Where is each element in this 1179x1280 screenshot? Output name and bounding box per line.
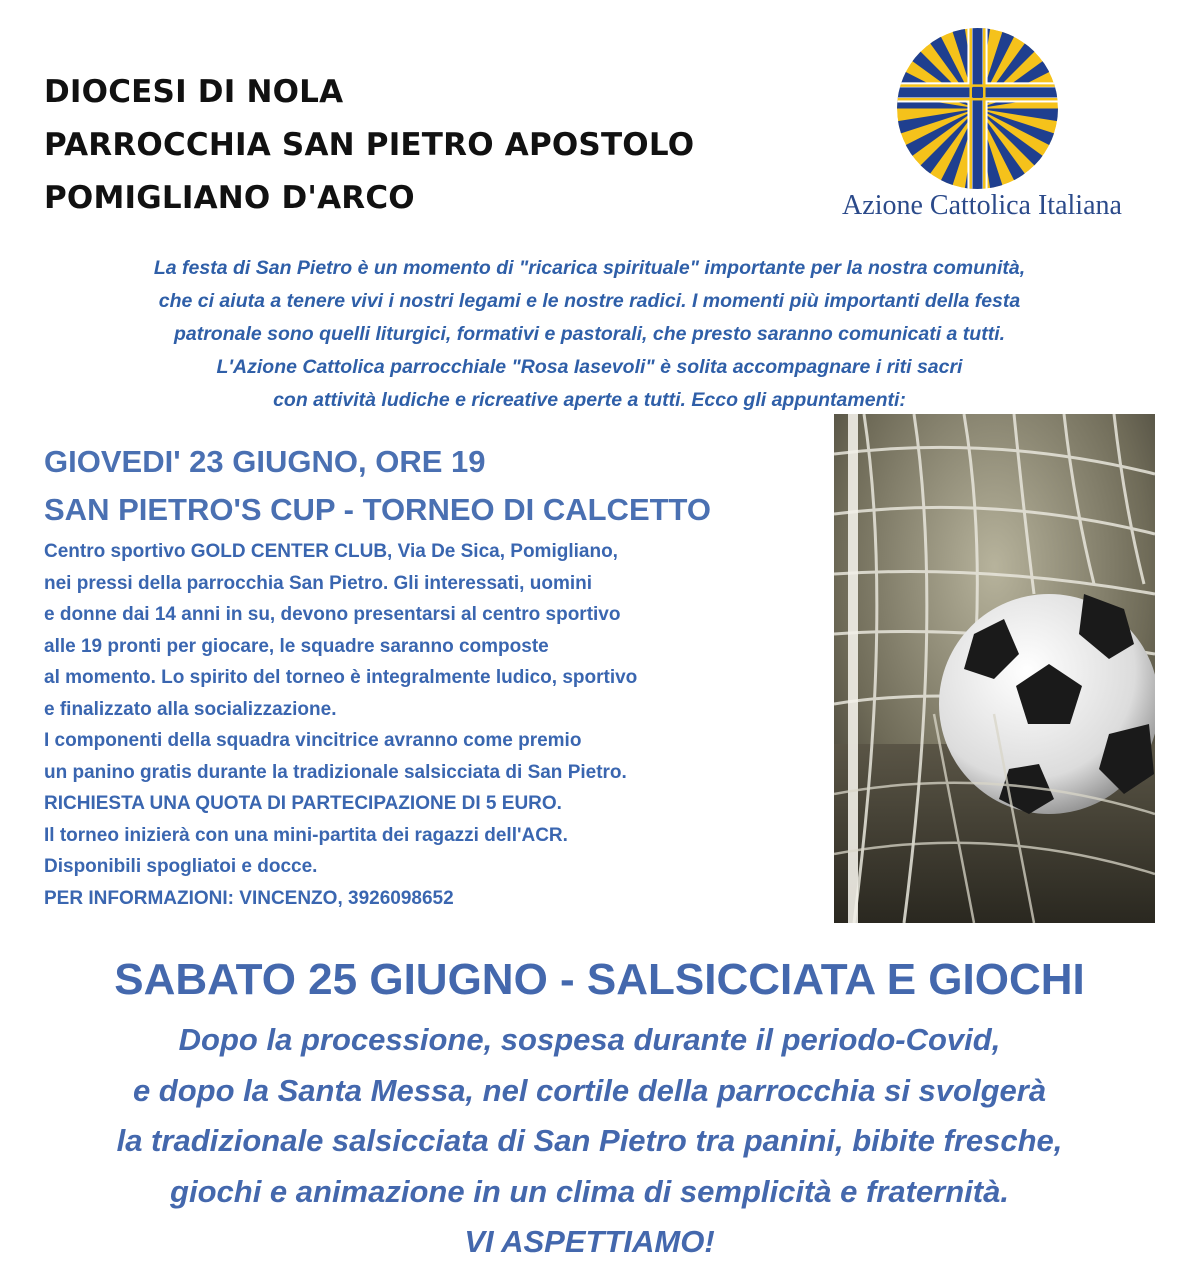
description-line: PER INFORMAZIONI: VINCENZO, 3926098652	[44, 887, 454, 909]
parish-title: PARROCCHIA SAN PIETRO APOSTOLO	[44, 127, 695, 163]
intro-line: patronale sono quelli liturgici, formativi e pastorali, che presto saranno comunicati a tutti.	[173, 323, 1006, 345]
description-line: e dopo la Santa Messa, nel cortile della parrocchia si svolgerà	[132, 1072, 1047, 1108]
description-line: Centro sportivo GOLD CENTER CLUB, Via De Sica, Pomigliano,	[44, 541, 618, 562]
intro-line: che ci aiuta a tenere vivi i nostri legami e le nostre radici. I momenti più importanti della festa	[158, 290, 1021, 312]
town-title: POMIGLIANO D'ARCO	[44, 180, 415, 216]
intro-line: con attività ludiche e ricreative aperte a tutti. Ecco gli appuntamenti:	[273, 389, 906, 411]
description-line: Dopo la processione, sospesa durante il periodo-Covid,	[178, 1022, 1001, 1057]
description-line: e donne dai 14 anni in su, devono presentarsi al centro sportivo	[44, 604, 621, 625]
cross-sunburst-logo-icon	[895, 26, 1060, 191]
closing-line: VI ASPETTIAMO!	[464, 1224, 715, 1259]
description-line: alle 19 pronti per giocare, le squadre saranno composte	[44, 635, 549, 657]
event-barbecue-description	[10, 1015, 1169, 1268]
event-tournament	[44, 440, 711, 914]
event-description	[44, 536, 711, 914]
description-line: nei pressi della parrocchia San Pietro. Gli interessati, uomini	[44, 572, 593, 594]
description-line: RICHIESTA UNA QUOTA DI PARTECIPAZIONE DI 5 EURO.	[44, 793, 562, 814]
intro-line: L'Azione Cattolica parrocchiale "Rosa Iasevoli" è solita accompagnare i riti sacri	[216, 356, 963, 378]
description-line: un panino gratis durante la tradizionale salsicciata di San Pietro.	[44, 761, 627, 783]
soccer-ball-photo	[834, 414, 1155, 923]
intro-paragraph	[20, 252, 1159, 417]
description-line: e finalizzato alla socializzazione.	[44, 698, 337, 720]
description-line: Disponibili spogliatoi e docce.	[44, 856, 318, 877]
description-line: Il torneo inizierà con una mini-partita dei ragazzi dell'ACR.	[44, 824, 568, 846]
description-line: I componenti della squadra vincitrice avranno come premio	[44, 730, 582, 751]
event-date: GIOVEDI' 23 GIUGNO, ORE 19	[44, 444, 486, 479]
event-title: SAN PIETRO'S CUP - TORNEO DI CALCETTO	[44, 492, 712, 527]
description-line: la tradizionale salsicciata di San Pietro tra panini, bibite fresche,	[116, 1123, 1063, 1158]
description-line: al momento. Lo spirito del torneo è integralmente ludico, sportivo	[44, 667, 638, 688]
intro-line: La festa di San Pietro è un momento di "ricarica spirituale" importante per la nostra comunità,	[153, 257, 1026, 279]
logo-text: Azione Cattolica Italiana	[842, 190, 1122, 221]
description-line: giochi e animazione in un clima di semplicità e fraternità.	[170, 1173, 1009, 1209]
diocese-title: DIOCESI DI NOLA	[44, 74, 344, 110]
header	[44, 66, 694, 225]
aci-logo	[812, 26, 1152, 226]
event-barbecue-title: SABATO 25 GIUGNO - SALSICCIATA E GIOCHI	[114, 955, 1085, 1004]
